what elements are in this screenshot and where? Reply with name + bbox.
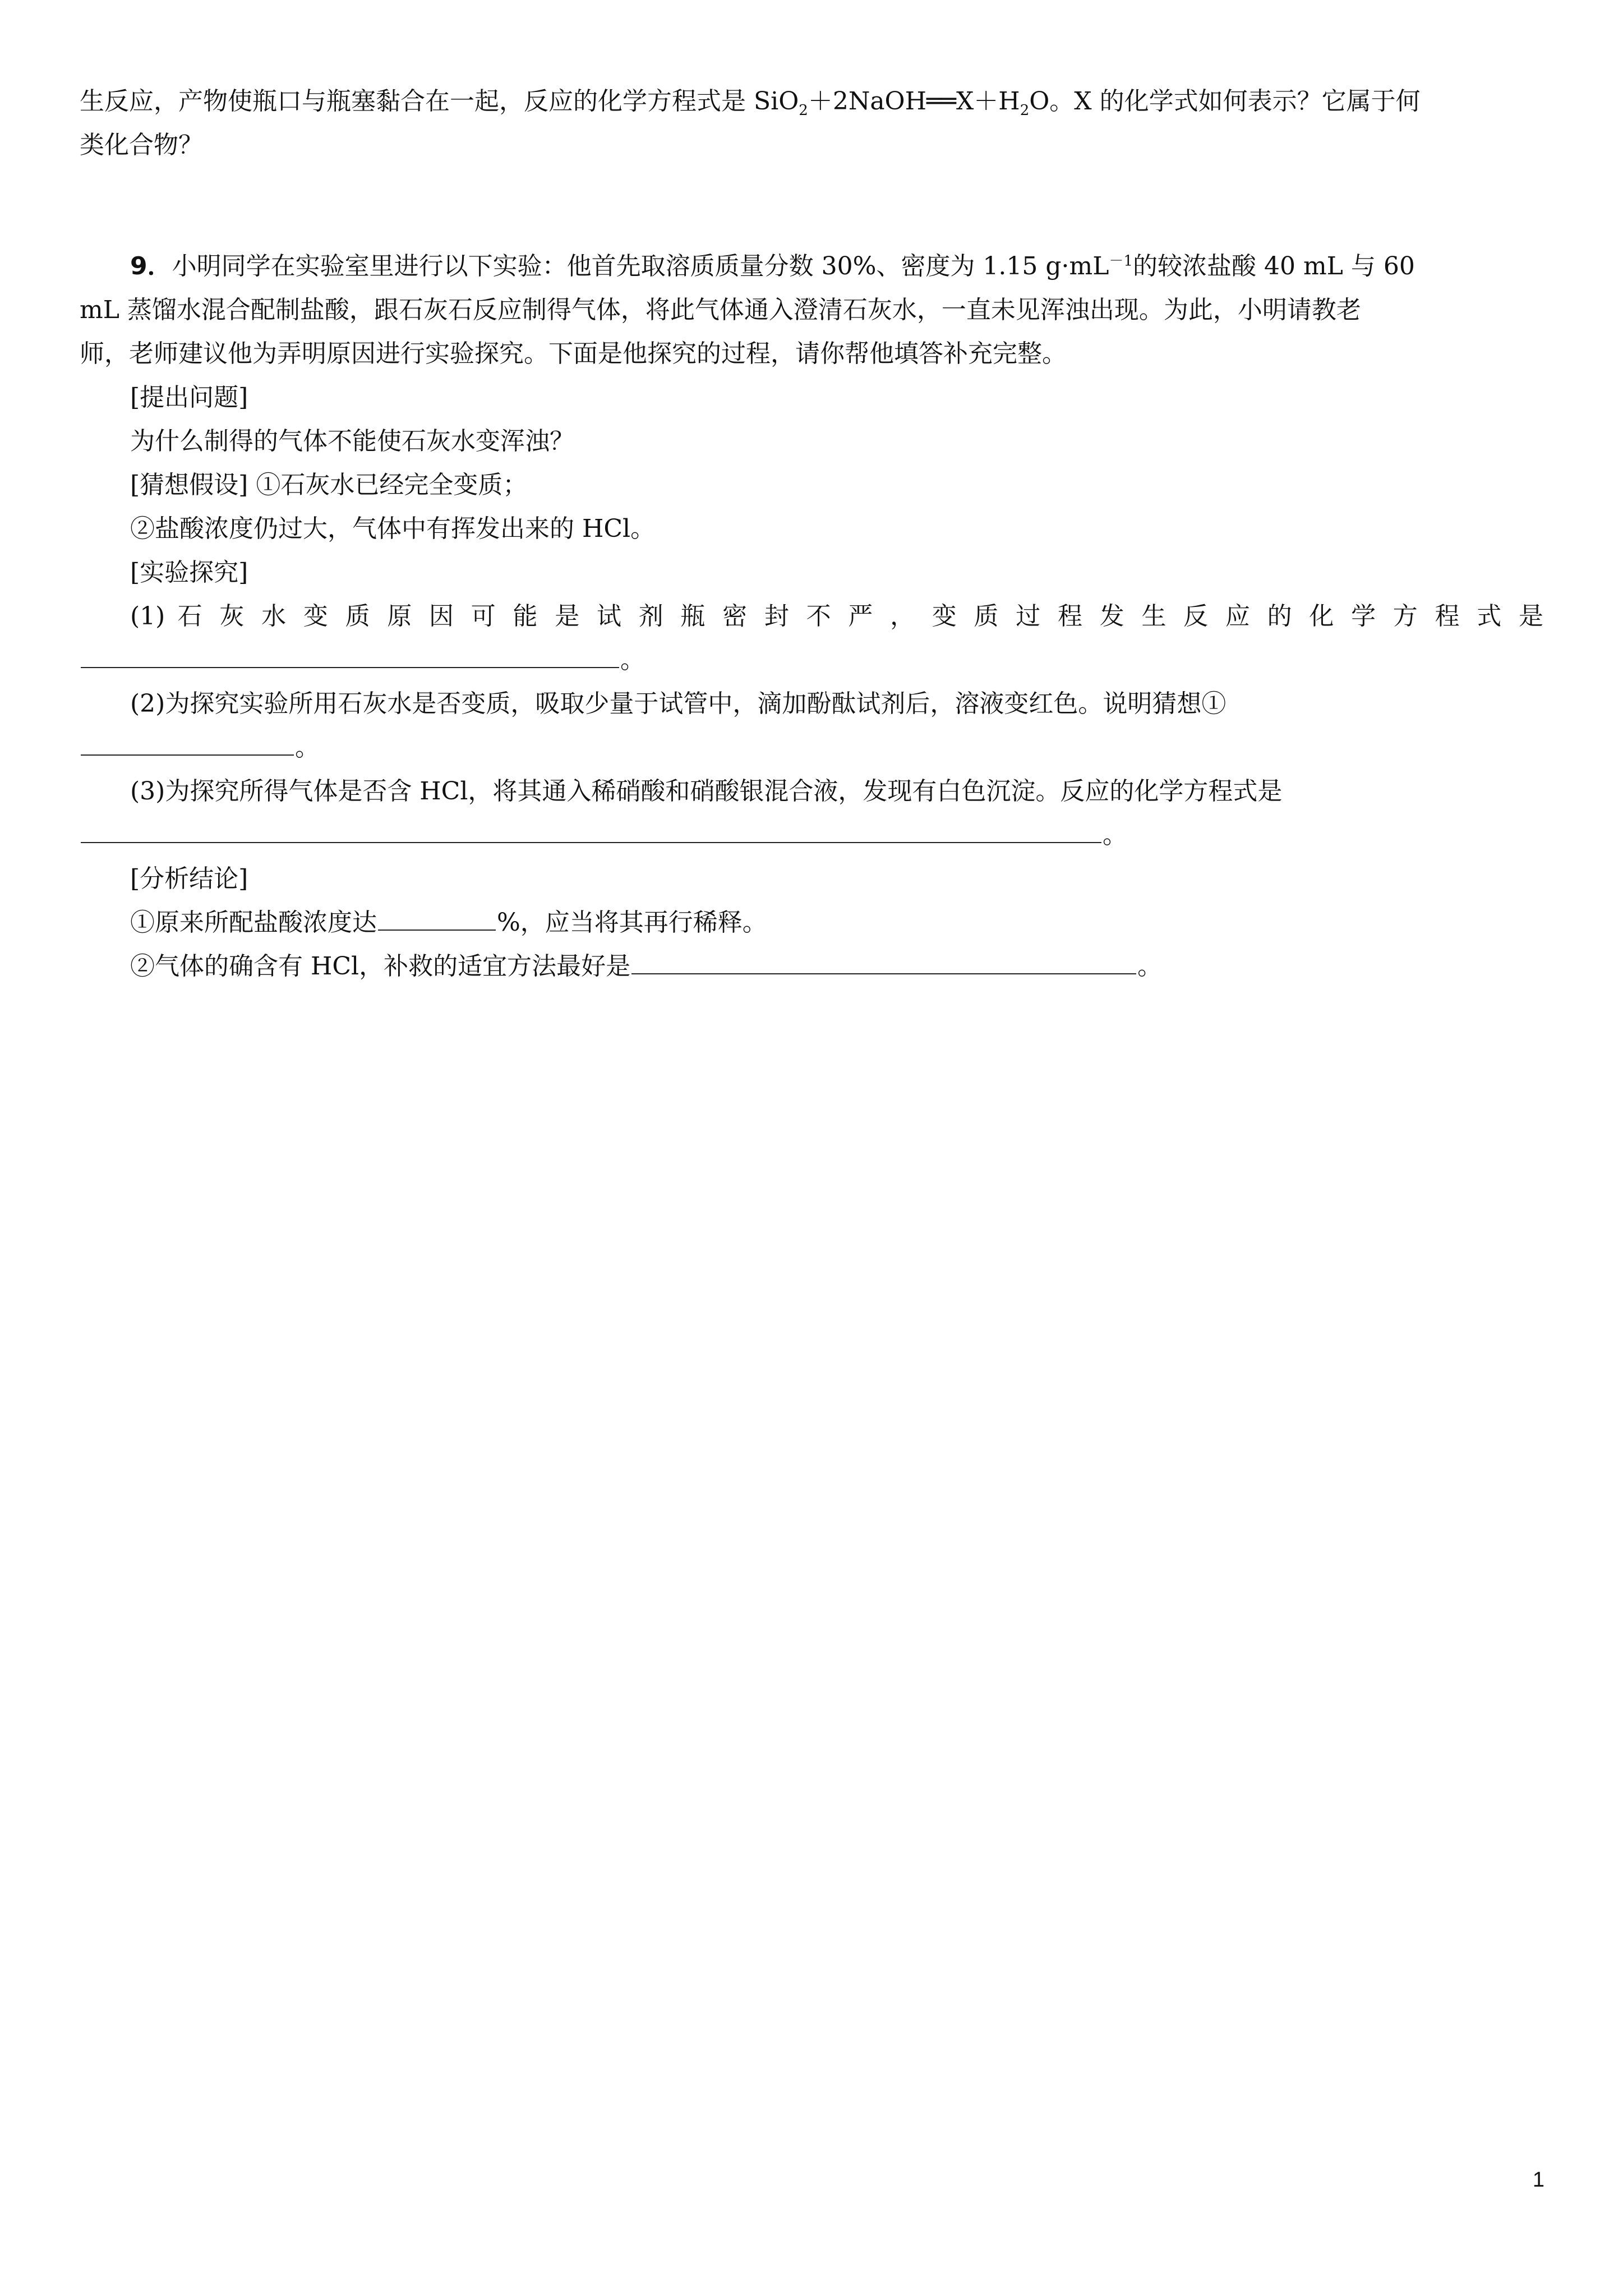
- text: 小明同学在实验室里进行以下实验：他首先取溶质质量分数 30%、密度为 1.15 g·mL: [172, 252, 1109, 280]
- item-2-text: (2)为探究实验所用石灰水是否变质，吸取少量于试管中，滴加酚酞试剂后，溶液变红色。说明猜想①: [130, 689, 1227, 718]
- item-2-answer-line: [80, 726, 1543, 770]
- answer-blank[interactable]: [81, 645, 619, 668]
- text: mL 蒸馏水混合配制盐酸，跟石灰石反应制得气体，将此气体通入澄清石灰水，一直未见浑浊出现。为此，小明请教老: [80, 296, 1361, 324]
- text: ＋2NaOH══X＋H: [808, 87, 1020, 116]
- text: 师，老师建议他为弄明原因进行实验探究。下面是他探究的过程，请你帮他填答补充完整。: [80, 339, 1067, 368]
- text: 类化合物？: [80, 131, 203, 159]
- text: 的较浓盐酸 40 mL 与 60: [1133, 252, 1415, 280]
- hypothesis-2: ②盐酸浓度仍过大，气体中有挥发出来的 HCl。: [130, 514, 656, 543]
- previous-question-line-1: [80, 80, 1543, 123]
- answer-blank[interactable]: [378, 907, 496, 931]
- conclusion-2: [130, 945, 1543, 988]
- page-number: 1: [1532, 2168, 1544, 2192]
- text: 。: [295, 733, 320, 762]
- question-number: 9．: [130, 252, 172, 280]
- subscript: 2: [1020, 102, 1030, 119]
- question-9-line-1: [130, 245, 1543, 288]
- text: ②气体的确含有 HCl，补救的适宜方法最好是: [130, 952, 631, 981]
- hypothesis-1: [猜想假设] ①石灰水已经完全变质；: [130, 471, 528, 499]
- text: 。: [1103, 821, 1127, 849]
- text: 。: [1137, 952, 1163, 981]
- text: 。: [620, 646, 645, 674]
- conclusion-1: [130, 901, 1543, 945]
- question-9-line-3: [80, 332, 1543, 376]
- item-1-text: (1) 石 灰 水 变 质 原 因 可 能 是 试 剂 瓶 密 封 不 严 ， 变 质 过 程 发 生 反 应 的 化 学 方 程 式 是: [130, 602, 1543, 631]
- item-3-answer-line: [80, 813, 1543, 857]
- text: 生反应，产物使瓶口与瓶塞黏合在一起，反应的化学方程式是 SiO: [80, 87, 799, 116]
- answer-blank[interactable]: [81, 820, 1101, 843]
- heading-experiment: [实验探究]: [130, 558, 248, 587]
- superscript: －1: [1109, 252, 1133, 270]
- answer-blank[interactable]: [81, 732, 294, 756]
- heading-propose-question: [提出问题]: [130, 383, 248, 412]
- text: ①原来所配盐酸浓度达: [130, 908, 377, 937]
- answer-blank[interactable]: [631, 951, 1136, 974]
- question-text: 为什么制得的气体不能使石灰水变浑浊？: [130, 427, 574, 455]
- text: O。X 的化学式如何表示？它属于何: [1029, 87, 1421, 116]
- item-3-text: (3)为探究所得气体是否含 HCl，将其通入稀硝酸和硝酸银混合液，发现有白色沉淀。反应的化学方程式是: [130, 777, 1283, 806]
- item-1-answer-line: [80, 638, 1543, 682]
- text: %，应当将其再行稀释。: [497, 908, 767, 937]
- subscript: 2: [799, 102, 808, 119]
- question-9-line-2: [80, 288, 1543, 332]
- previous-question-line-2: [80, 123, 1543, 167]
- heading-conclusion: [分析结论]: [130, 864, 248, 893]
